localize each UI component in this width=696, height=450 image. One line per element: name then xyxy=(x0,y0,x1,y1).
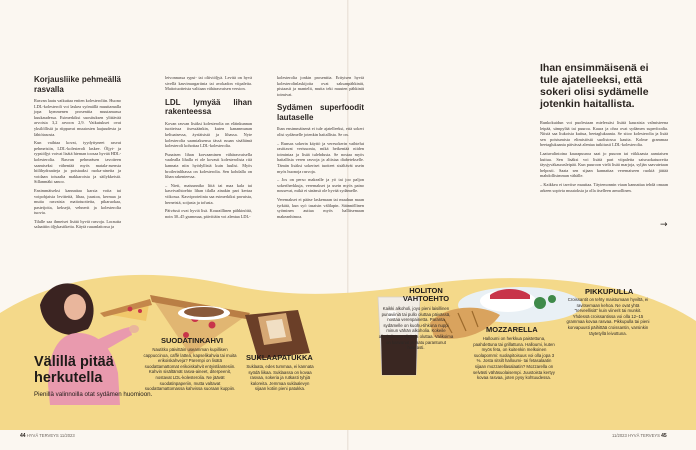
page-number-left: 44 xyxy=(20,433,26,439)
feature-title-line-2: herkutella xyxy=(34,370,103,386)
paragraph: – Jos on perso makealle ja yö tai joo paljon sokeriherkkuja, veremakset ja usein myös paino nousevat, mikä ei sinänsä ole hyvää sydämelle. xyxy=(277,177,364,194)
paragraph: – Kaikkea ei tarvitse muuttaa. Täytemonnin viaan kannattaa tehdä omaan arkeen sopivia muutoksia ja olla itselleen armollinen. xyxy=(540,181,668,193)
column-4 xyxy=(540,120,668,196)
paragraph: Ensimmäiseksi kannattaa karsia voita tai voipohjaisia levitteitä, lihaa, juustoa, kermaa ja muita rasvaisia maitotuotteita, pikaruokaa, pasteijoita, keksejä, vehnerit ja kolesterolia tuovia. xyxy=(34,187,121,216)
page-number-right: 45 xyxy=(661,433,667,439)
paragraph: Punaisen lihan korvaaminen vähärasvaisella vaalealla lihalla ei ole kovasti kolesterolista riiä kannata niin hyödyllistä kuin luulisi. Myös broilerinlihassa on kolesterolia. Sen kohdalla on lihan rakenteessa. xyxy=(165,151,252,180)
heading-superfoodit: Sydämen superfoodit lautaselle xyxy=(277,103,364,122)
food-heading-pikkupulla: PIKKUPULLA xyxy=(585,287,634,296)
column-2 xyxy=(165,75,252,222)
food-text-pikkupulla: Croissantit on tehty maistumaan hyviltä, ei ravitsemaan kehoa. Ne ovat yhtä "terveellisiä" kuin viinerit tai munkit. Yhdessä croissantissa voi olla 12–15 grammaa kovaa rasvaa. Pikkupulla tai pieni korvapuusti päihittää croissantin, varsinkin täytetyllä leivottuna. xyxy=(566,297,650,336)
paragraph: Runkokuidun voi puolestaan mielessäsi lisätä kauraisia valmisteena leipää, sämpylää tai puuroa. Kaura ja ohra ovat sydämen superfoodia. Niistä saa liukoisia kuitua, beetaglukaania. Se sitoo kolesterolia ja lisää sen poistumista elimistöstä suolistossa kautta. Kolme grammaa beetaglukaania päivässä alentaa tutkitusti LDL-kolesterolia. xyxy=(540,120,668,148)
food-heading-suodatinkahvi: SUODATINKAHVI xyxy=(161,336,223,345)
heading-korjausliike: Korjausliike pehmeällä rasvalla xyxy=(34,75,121,94)
paragraph: Tilalle saa ihmeiset lisätä hyviä rasvoja. Lorautta salaattiin öljykastiketta. Käytä ruuanlaitossa ja xyxy=(34,218,121,230)
food-heading-suklaapatukka: SUKLAAPATUKKA xyxy=(246,353,313,362)
food-heading-mozzarella: MOZZARELLA xyxy=(486,325,538,334)
food-text-suodatinkahvi: Nautitko päivittäin useamman kupillisen cappuccinoa, caffè lattea, kapselikahvia tai muita erikoiskahveja? Parempi on lisätä suodattamattomat erikoiskahvit entyistilantesiin. Kahvin sisältämät rasva-aineet, diterpeenit, nostavat LDL-kolesterolia. Ne jäävät suodatinpaperiin, mutta valtavat suodattamattomassa kahvissa suoraan kuppiin. xyxy=(143,347,237,392)
food-text-mozzarella: Halloumi on herkkua paistettuna, paahdettuna tai grillattuna. Halloumi, kuten myös feta, on kuitenkin melkoinen suolapommi: suolapitoisuus voi olla jopa 3 %. Josta sitsilt halloumi- tai fetasalaatin sijaan mozzarellasalaatin? Mozzarella on selvästi vähäsuolaisempi. Juustoista kertyy kovaa rasvaa, joten pysy kohtuudessa. xyxy=(473,336,555,381)
column-3 xyxy=(277,75,364,222)
paragraph: Rasvan laatu vaikuttaa eniten kolesteroliin. Huono LDL-kolesteroli voi laskea syömällä muuttamalla jopa kymmenen prosenttia muutamassa kuukaudessa. Esimerkiksi suosituksen ylittävää arvoista 3,2 arvoon 2,9. Vaikutukset ovat yksilöllisiä ja riippuvat muutosten laajuudesta ja lähtötasosta. xyxy=(34,98,121,137)
folio-left xyxy=(20,433,75,439)
paragraph: Kovan rasvan lisäksi kolesterolia on eläinkunnan tuotteissa itsessäänkin, kuten kananmunan keltuaisessa, äyriäisistä ja lihassa. Nyte kolesterolia saamiaksensa tässä ruuan sisältämä kolesteroli kohottaa LDL-kolesterolia. xyxy=(165,120,252,149)
feature-title-line-1: Välillä pitää xyxy=(34,354,114,370)
coffee-cup-illustration xyxy=(178,306,230,320)
paragraph: Veremakset ei pääse laskemaan tai muuhun maan tyrkätä, kun syö tasaisin välilapin. Säännöllinen syöminen auttaa myös hallitsemaan makeanhimoa. xyxy=(277,196,364,219)
heading-ldl: LDL lymyää lihan rakenteessa xyxy=(165,97,252,117)
folio-left-text: HYVÄ TERVEYS 11/2023 xyxy=(26,433,75,438)
feature-subtitle: Pienillä valinnoilla otat sydämen huomioon. xyxy=(34,391,153,398)
paragraph: Ihan ensimmäisenä ei tule ajatelleeksi, että sokeri olisi sydämelle jotenkin haitallista. Se on. xyxy=(277,126,364,137)
column-1 xyxy=(34,75,121,233)
feature-band xyxy=(0,255,696,430)
paragraph: leivonnassa rypsi- tai oliiviöljyä. Levitä on hyvä sivellä kasvimargariinia tai avokadon viipaleita. Maitotuotteista valitaan vähärasvaisen version. xyxy=(165,75,252,92)
paragraph: – Runsas sokerin käyttö ja veresokerin vaihtelut rasittavat verisuonia, mikä heikentää niiden toimintaa ja lisää tulehdusta. Se nostaa myös haitallisia veren rasvoja ja altistaa diabetekselle. Tämän lisäksi sokeriset tuotteet sisältävät usein myös huonoja rasvoja. xyxy=(277,140,364,174)
food-text-holiton: Kaikki alkoholi, joyo pieni laisillinen punaviiniä tai pullo oluttaa päivässä, nostaa verenpainetta. Paranta sydämelle on kuohu-tihkuna nuppi minun vähän alkoholia. Kokeile alkoholitonta viiniä ja oluttaa. Valikoima on kasvanut ja laatu parantunut huimasti. xyxy=(378,306,454,351)
food-heading-holiton: HOLITON VAHTOEHTO xyxy=(402,286,450,303)
paragraph: – Nieti, maisunniko liitä tai maa kala tai kasvivaihtoehto lihan tilalla ainakin pari kertaa viikossa. Kasviproteiinia saa esimerkiksi pavuista, herneistä, soijasta ja tofusta. xyxy=(165,182,252,205)
paragraph: Päivässä ovat hyviä lisä. Kouraillinen pähkinöitä, noin 30–45 grammaa, päivittäin voi alentaa LDL- xyxy=(165,208,252,219)
food-text-suklaapatukka: Suklaata, edes tummaa, ei kannata syödä liikaa. Suklaassa on kovaa rasvaa, sokeria ja rutkasti tyhjiä kaloreita. Jemmaa suklaalevyn sijaan kotiin pieni patukka. xyxy=(246,364,314,392)
pull-quote: Ihan ensimmäisenä ei tule ajatelleeksi, että sokeri olisi sydämelle jotenkin haitallista. xyxy=(540,62,649,110)
paragraph: Laatuvalintoina kaurapuuroa saat jo puuron tai viikkaasta aamiaisen kuitua. Sen lisäksi voi lisätä pari viipaletta saisruokatuoreita täysjyväkaurasleipää. Kun puuroon vielä lisää marjoja, syljän saavutetaan helposti. Saata sen sijaan kannattaa veremaiseen ruokiä jättää mahdollisimman vähälle. xyxy=(540,150,668,179)
paragraph: kolesterolia jonkin prosenttia. Erityisen hyviä kolesterolinlaskijoita ovat saksanpähkinät, pistaasit ja mantelit, mutta teki muuten pähkinät toimivat. xyxy=(277,75,364,97)
continue-arrow-icon: → xyxy=(660,220,668,230)
folio-right-text: 11/2023 HYVÄ TERVEYS xyxy=(612,433,660,438)
paragraph: Kun vaihtaa kovat, tyydyttyneet rasvat pehmeisiin, LDL-kolesteroli laskee. Öljyt- ja rypsiöljyt voivat lisätä hieman toosaa hyvää HDL-kolesterolia. Rasvan pehmeäsen tavoiteen saamiseksi vähentää myös matala-asensta hiilihydraatteja ja poistaaksi ruoka-aineita ja voidaan toisaalta makkaroista ja säilykkeistä. Sillanmäki sanoo. xyxy=(34,140,121,185)
folio-right xyxy=(612,433,667,439)
